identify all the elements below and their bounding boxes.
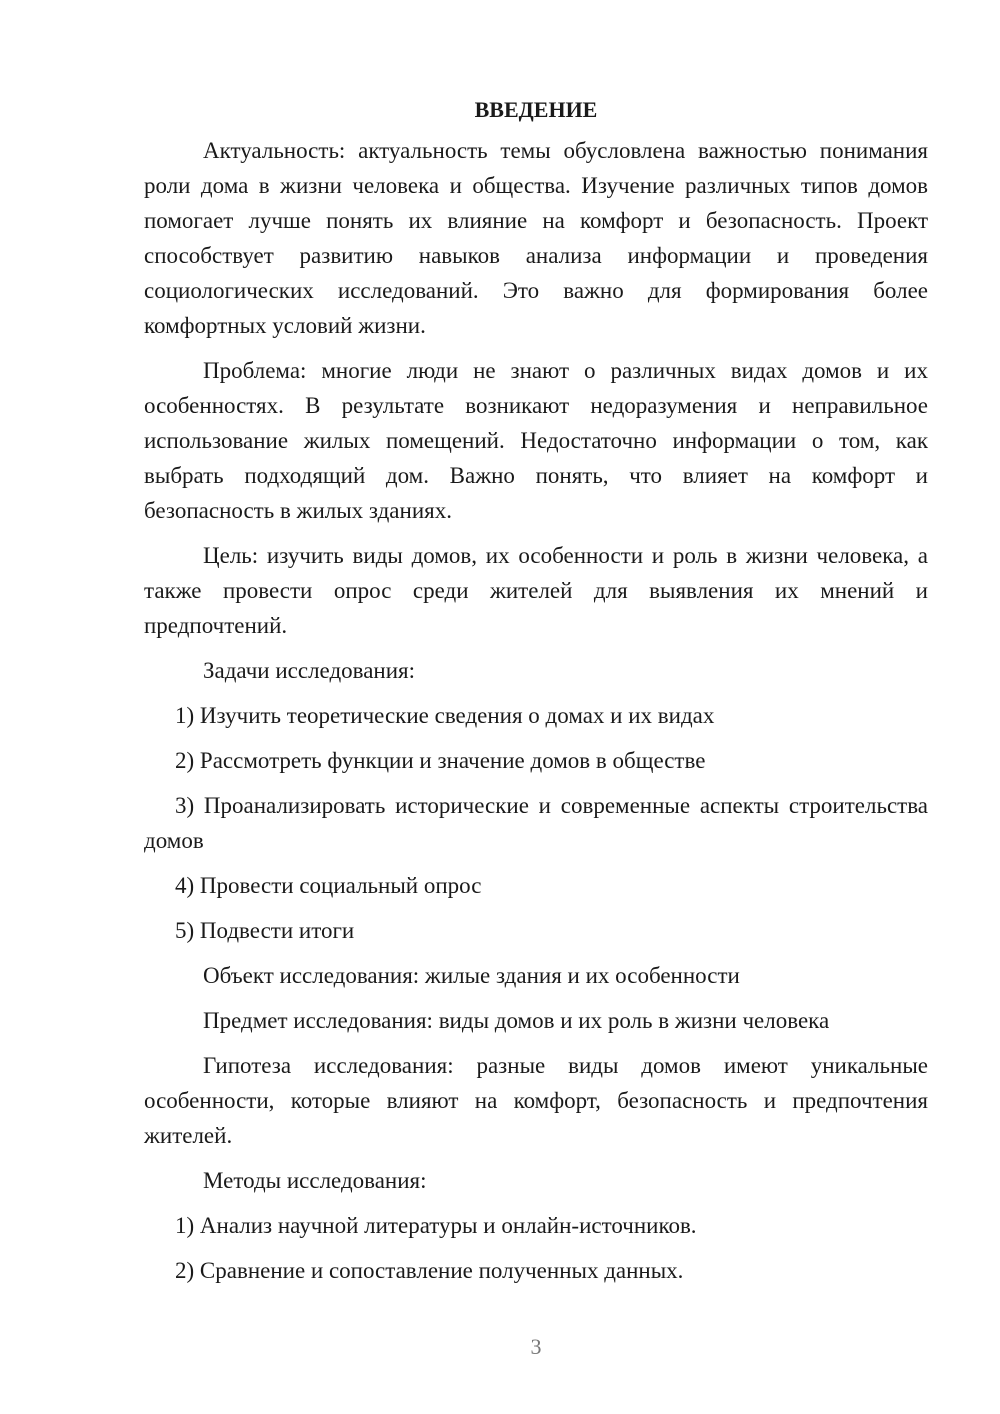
problem-paragraph: Проблема: многие люди не знают о различных видах домов и их особенностях. В результате возникают недоразумения и неправильное использование жилых помещений. Недостаточно информации о том, как выбрать подходящий дом. Важно понять, что влияет на комфорт и безопасность в жилых зданиях. xyxy=(144,358,928,523)
subject-line: Предмет исследования: виды домов и их роль в жизни человека xyxy=(203,1008,830,1033)
hypothesis-paragraph: Гипотеза исследования: разные виды домов имеют уникальные особенности, которые влияют на комфорт, безопасность и предпочтения жителей. xyxy=(144,1053,928,1148)
object-line: Объект исследования: жилые здания и их особенности xyxy=(203,963,740,988)
section-title: ВВЕДЕНИЕ xyxy=(474,97,598,122)
page-number: 3 xyxy=(530,1334,542,1359)
tasks-label: Задачи исследования: xyxy=(203,658,416,683)
task-item: 2) Рассмотреть функции и значение домов в обществе xyxy=(175,748,706,773)
method-item: 1) Анализ научной литературы и онлайн-источников. xyxy=(175,1213,697,1238)
task-item: 4) Провести социальный опрос xyxy=(175,873,482,898)
task-item: 3) Проанализировать исторические и современные аспекты строительства домов xyxy=(144,793,928,853)
task-item: 5) Подвести итоги xyxy=(175,918,355,943)
relevance-paragraph: Актуальность: актуальность темы обусловлена важностью понимания роли дома в жизни человека и общества. Изучение различных типов домов помогает лучше понять их влияние на комфорт и безопасность. Проект способствует развитию навыков анализа информации и проведения социологических исследований. Это важно для формирования более комфортных условий жизни. xyxy=(144,138,928,338)
methods-label: Методы исследования: xyxy=(203,1168,427,1193)
goal-paragraph: Цель: изучить виды домов, их особенности и роль в жизни человека, а также провести опрос среди жителей для выявления их мнений и предпочтений. xyxy=(144,543,928,638)
page-content xyxy=(144,95,928,1298)
task-item: 1) Изучить теоретические сведения о домах и их видах xyxy=(175,703,715,728)
method-item: 2) Сравнение и сопоставление полученных данных. xyxy=(175,1258,684,1283)
